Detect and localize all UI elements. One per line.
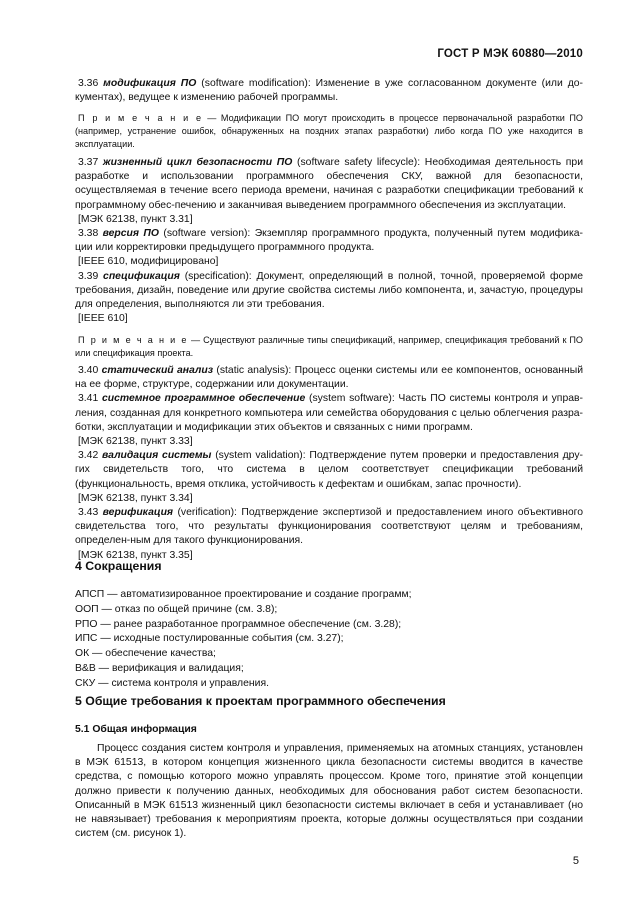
def-term: спецификация [103, 270, 180, 282]
def-number: 3.39 [78, 270, 99, 282]
def-term: модификация ПО [103, 78, 197, 89]
def-text: (specification): Документ, определяющий в полной, точной, проверяемой форме требования, дизайн, поведение или другие свойства системы либо компонента, и, зачастую, процедуры для определения, выполняются ли эти требования. [75, 270, 584, 311]
def-term: системное программное обеспечение [101, 393, 306, 405]
def-term: валидация системы [102, 450, 212, 462]
list-item: АПСП — автоматизированное проектирование и создание программ; [75, 589, 412, 600]
def-reference: [МЭК 62138, пункт 3.34] [78, 492, 193, 504]
def-reference: [МЭК 62138, пункт 3.33] [78, 436, 193, 448]
page-number: 5 [572, 855, 579, 867]
def-text: (software version): Экземпляр программного продукта, полученный путем модифика-ции или корректировки предыдущего программного продукта. [75, 228, 583, 254]
note-label: П р и м е ч а н и е [78, 113, 203, 123]
list-item: ОК — обеспечение качества; [75, 648, 216, 660]
def-term: верификация [102, 507, 174, 519]
definition-3-37 [75, 156, 583, 326]
def-number: 3.36 [78, 78, 99, 89]
def-number: 3.38 [78, 228, 99, 240]
def-number: 3.42 [78, 450, 99, 462]
def-reference: [МЭК 62138, пункт 3.31] [78, 213, 193, 225]
def-number: 3.40 [78, 365, 99, 376]
def-text: (system software): Часть ПО системы контроля и управ-ления, созданная для конкретного компьютера или семейства оборудования с целью облегчения разра-ботки, эксплуатации и модификации этих объектов и связанных с ними программ. [75, 393, 583, 433]
section-5-heading: 5 Общие требования к проектам программного обеспечения [75, 694, 446, 708]
note-text: — Существуют различные типы спецификаций, например, спецификация требований к ПО или спецификация проекта. [75, 335, 583, 358]
list-item: ООП — отказ по общей причине (см. 3.8); [75, 603, 278, 615]
def-number: 3.37 [78, 157, 99, 168]
def-term: жизненный цикл безопасности ПО [102, 157, 293, 168]
note-2 [75, 334, 583, 360]
def-reference: [МЭК 62138, пункт 3.35] [78, 549, 193, 561]
def-term: версия ПО [102, 228, 159, 240]
document-header: ГОСТ Р МЭК 60880—2010 [437, 48, 583, 60]
list-item: В&В — верификация и валидация; [75, 662, 244, 674]
list-item: СКУ — система контроля и управления. [75, 677, 269, 689]
subsection-5-1-heading: 5.1 Общая информация [75, 724, 197, 735]
def-term: статический анализ [101, 365, 214, 376]
note-text: — Модификации ПО могут происходить в процессе первоначальной разработки ПО (например, устранение ошибок, обнаруженных на поздних этапах разработки) либо когда ПО уже находится в эксплуатации. [75, 113, 583, 149]
list-item: ИПС — исходные постулированные события (см. 3.27); [75, 633, 344, 645]
note-1 [75, 112, 583, 151]
section-5-1-paragraph [75, 742, 583, 841]
def-text: (software safety lifecycle): Необходимая деятельность при разработке и использовании программного обеспечения СКУ, важной для безопасности, осуществляемая в течение всего периода времени, начиная с разработки спецификации требований к программному обес-печению и заканчивая выведением программного обеспечения из эксплуатации. [75, 157, 584, 211]
def-text: (static analysis): Процесс оценки системы или ее компонентов, основанный на ее форме, структуре, содержании или документации. [75, 365, 583, 391]
paragraph-text: Процесс создания систем контроля и управления, применяемых на атомных станциях, установлен в МЭК 61513, в котором концепция жизненного цикла безопасности системы вводится в качестве средства, с помощью которого можно управлять процессом. Кроме того, принятие этой концепции должно привести к получению данных, необходимых для обоснования работ систем безопасности. Описанный в МЭК 61513 жизненный цикл безопасности системы включает в себя и устанавливает (но не навязывает) требования к мероприятиям проекта, которые должны осуществляться при создании систем (см. рисунок 1). [75, 743, 583, 840]
def-text: (system validation): Подтверждение путем проверки и предоставления дру-гих свидетельств того, что система в целом соответствует спецификации требований (функциональность, время отклика, устойчивость к дефектам и ошибкам, запас прочности). [75, 450, 584, 490]
definitions-3-40-to-3-43 [75, 364, 583, 563]
def-text: (software modification): Изменение в уже согласованном документе (или до-кументах), ведущее к изменению рабочей программы. [75, 78, 584, 104]
list-item: РПО — ранее разработанное программное обеспечение (см. 3.28); [75, 618, 402, 630]
def-text: (verification): Подтверждение экспертизой и предоставлением иного объективного свидетельства того, что результаты функционирования соответствуют целям и требованиям, определен-ным для такого функционирования. [75, 507, 583, 547]
def-reference: [IEEE 610] [78, 313, 128, 325]
def-number: 3.41 [78, 393, 99, 405]
def-number: 3.43 [78, 507, 99, 519]
note-label: П р и м е ч а н и е [78, 335, 189, 345]
definition-3-36 [75, 77, 583, 105]
def-reference: [IEEE 610, модифицировано] [78, 256, 219, 268]
abbreviation-list [75, 588, 412, 692]
section-4-heading: 4 Сокращения [75, 559, 162, 573]
